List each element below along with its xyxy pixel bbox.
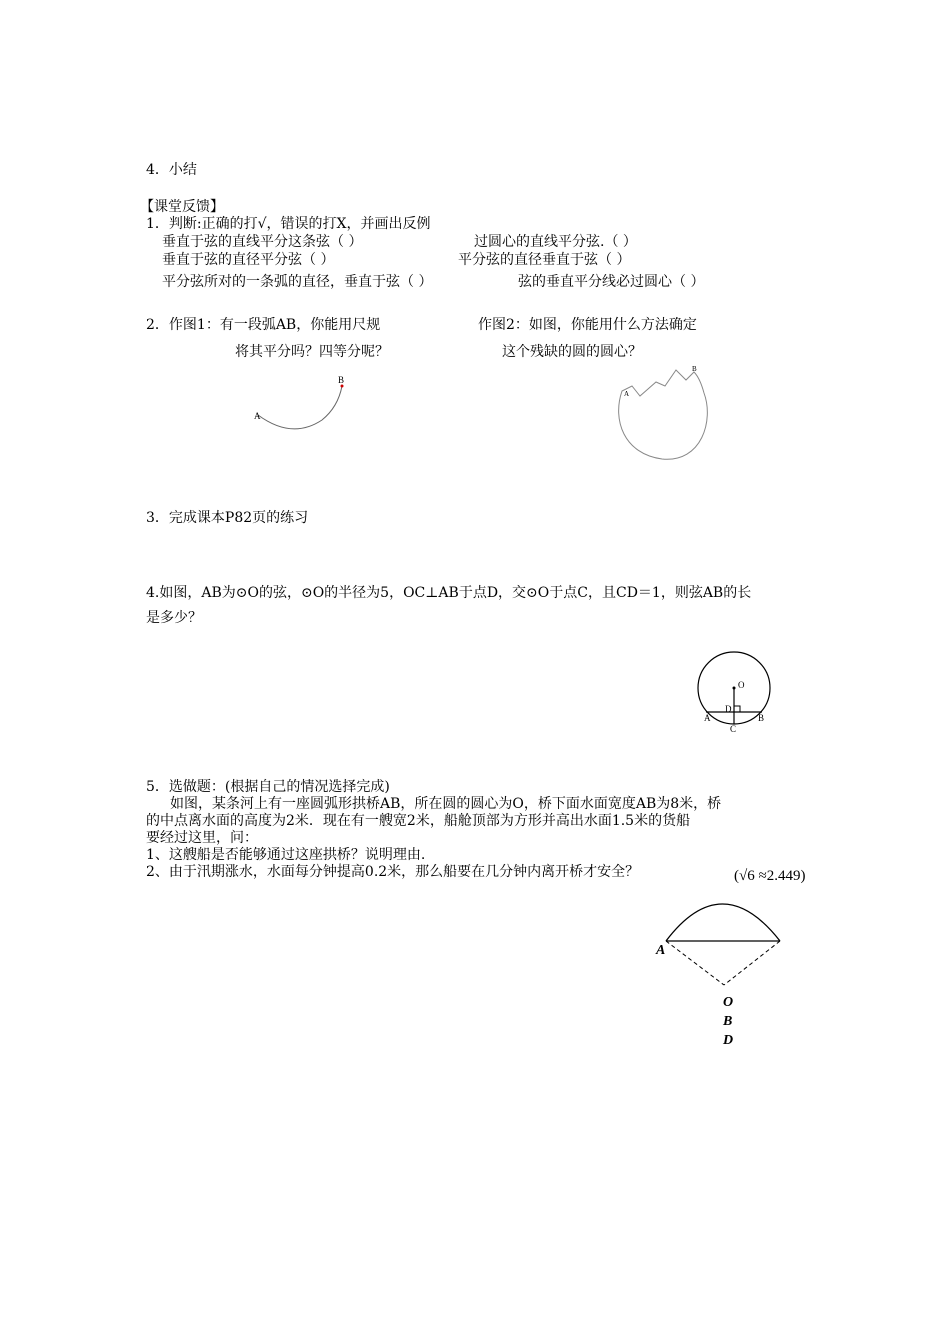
- q4-label-b: B: [758, 713, 765, 723]
- feedback-title: 【课堂反馈】: [140, 199, 224, 215]
- q4-label-d: D: [725, 704, 732, 714]
- q1-intro: 1．判断:正确的打√，错误的打X，并画出反例: [146, 216, 431, 232]
- q5-sub1: 1、这艘船是否能够通过这座拱桥？说明理由.: [146, 847, 426, 863]
- section-4-heading: 4．小结: [146, 162, 197, 178]
- q5-title: 5．选做题：(根据自己的情况选择完成): [146, 779, 390, 795]
- broken-circle-label-b: B: [692, 365, 697, 373]
- q4-label-a: A: [704, 713, 711, 723]
- q5-label-a: A: [656, 943, 666, 958]
- q5-para-line1: 如图，某条河上有一座圆弧形拱桥AB，所在圆的圆心为O，桥下面水面宽度AB为8米，桥: [170, 796, 722, 812]
- q4-label-c: C: [730, 724, 737, 734]
- broken-circle-figure: [610, 360, 720, 470]
- q3-text: 3．完成课本P82页的练习: [146, 510, 309, 526]
- q1-item-6: 弦的垂直平分线必过圆心（ ）: [518, 274, 705, 290]
- q1-item-1: 垂直于弦的直线平分这条弦（ ）: [162, 234, 363, 250]
- q5-label-o: O: [723, 995, 734, 1010]
- q5-label-b: B: [723, 1014, 733, 1029]
- arch-bridge-figure: [660, 895, 800, 995]
- q2-right-line1: 作图2：如图，你能用什么方法确定: [478, 317, 697, 333]
- q5-para-line2: 的中点离水面的高度为2米．现在有一艘宽2米，船舱顶部为方形并高出水面1.5米的货船: [146, 813, 691, 829]
- q5-approx: (√6 ≈2.449): [734, 868, 806, 884]
- q5-sub2: 2、由于汛期涨水，水面每分钟提高0.2米，那么船要在几分钟内离开桥才安全？: [146, 864, 640, 880]
- arc-label-a: A: [254, 411, 261, 421]
- q1-item-5: 平分弦所对的一条弧的直径，垂直于弦（ ）: [162, 274, 433, 290]
- arc-label-b: B: [338, 375, 345, 385]
- q2-right-line2: 这个残缺的圆的圆心？: [502, 344, 642, 360]
- q5-label-d: D: [723, 1033, 734, 1048]
- q1-item-4: 平分弦的直径垂直于弦（ ）: [458, 252, 631, 268]
- q4-line1: 4.如图，AB为⊙O的弦，⊙O的半径为5，OC⊥AB于点D，交⊙O于点C，且CD＝1，则弦AB的长: [146, 585, 752, 601]
- broken-circle-label-a: A: [624, 390, 630, 398]
- q1-item-3: 垂直于弦的直径平分弦（ ）: [162, 252, 335, 268]
- q2-left-line2: 将其平分吗？四等分呢？: [235, 344, 389, 360]
- q4-label-o: O: [738, 680, 745, 690]
- q4-line2: 是多少？: [146, 610, 202, 626]
- q2-left-line1: 2．作图1：有一段弧AB，你能用尺规: [146, 317, 381, 333]
- q1-item-2: 过圆心的直线平分弦.（ ）: [474, 234, 637, 250]
- q5-para-line3: 要经过这里，问：: [146, 830, 258, 846]
- circle-chord-figure: [692, 648, 782, 738]
